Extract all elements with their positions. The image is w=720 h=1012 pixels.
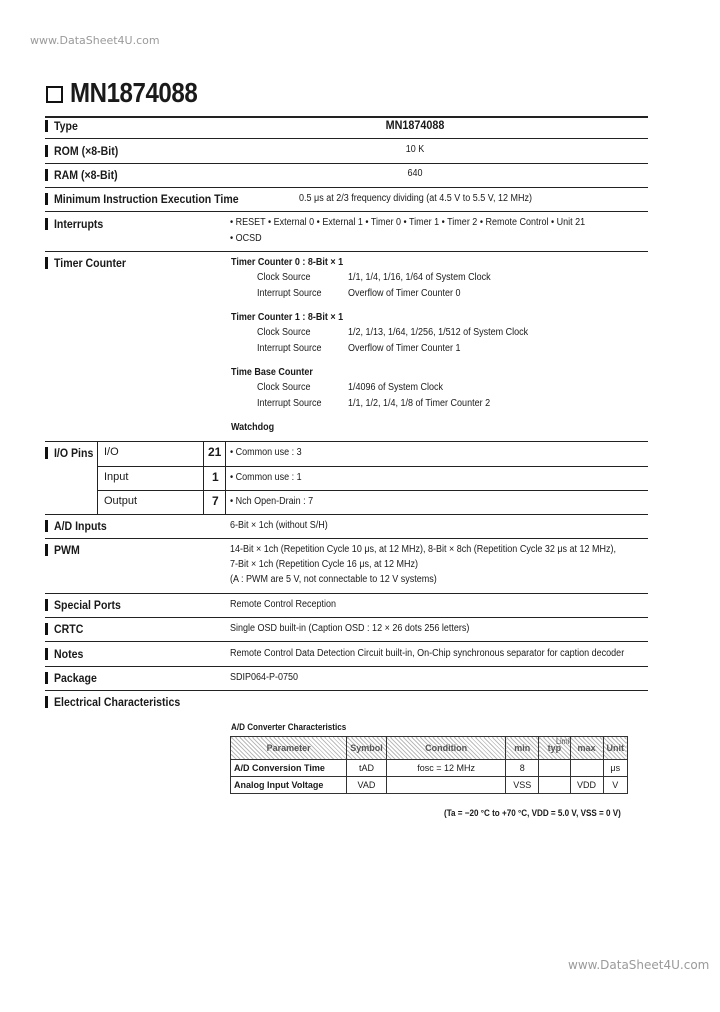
adc-param: A/D Conversion Time — [231, 760, 347, 777]
row-rule — [45, 211, 648, 212]
rom-label: ROM (×8-Bit) — [54, 144, 119, 158]
rom-value: 10 K — [405, 144, 425, 155]
elec-label: Electrical Characteristics — [54, 695, 181, 709]
title-rule — [45, 116, 648, 118]
section-marker — [45, 544, 48, 556]
tc0-interrupt-label: Interrupt Source — [257, 288, 322, 299]
tbc-clock-value: 1/4096 of System Clock — [348, 382, 444, 393]
tc1-interrupt-value: Overflow of Timer Counter 1 — [348, 343, 461, 354]
tbc-clock-label: Clock Source — [257, 382, 311, 393]
io-row-desc: • Nch Open-Drain : 7 — [230, 496, 314, 507]
section-marker — [45, 672, 48, 684]
section-marker — [45, 193, 48, 205]
adc-header-cell: Parameter — [231, 737, 347, 760]
adc-max: VDD — [570, 777, 603, 794]
timer-label: Timer Counter — [54, 256, 126, 270]
type-label: Type — [54, 119, 78, 133]
tbc-interrupt-value: 1/1, 1/2, 1/4, 1/8 of Timer Counter 2 — [348, 398, 491, 409]
ram-value: 640 — [407, 168, 423, 179]
row-rule — [45, 690, 648, 691]
interrupts-label: Interrupts — [54, 217, 104, 231]
row-rule — [45, 617, 648, 618]
adc-header-cell: min — [506, 737, 539, 760]
io-col-divider — [97, 441, 98, 515]
adc-condition: fosc = 12 MHz — [386, 760, 506, 777]
watermark-bottom: www.DataSheet4U.com — [568, 958, 710, 972]
section-marker — [45, 696, 48, 708]
type-value: MN1874088 — [385, 118, 445, 132]
adc-header-cell: Symbol — [347, 737, 387, 760]
io-row-count: 21 — [208, 445, 222, 459]
adc-condition — [386, 777, 506, 794]
tc0-clock-value: 1/1, 1/4, 1/16, 1/64 of System Clock — [348, 272, 491, 283]
adc-typ — [539, 760, 571, 777]
package-value: SDIP064-P-0750 — [230, 672, 299, 683]
row-rule — [45, 666, 648, 667]
section-marker — [45, 520, 48, 532]
special-label: Special Ports — [54, 598, 121, 612]
tc1-clock-value: 1/2, 1/13, 1/64, 1/256, 1/512 of System Clock — [348, 327, 529, 338]
adc-symbol: tAD — [347, 760, 387, 777]
io-row-count: 7 — [212, 494, 219, 508]
tbc-heading: Time Base Counter — [231, 367, 313, 378]
adc-footnote: (Ta = −20 °C to +70 °C, VDD = 5.0 V, VSS = 0 V) — [444, 808, 621, 818]
io-row-rule — [97, 490, 648, 491]
io-col-divider — [225, 441, 226, 515]
interrupts-line2: • OCSD — [230, 233, 262, 244]
section-marker — [45, 599, 48, 611]
adc-limit-header: Limit — [556, 737, 572, 746]
crtc-value: Single OSD built-in (Caption OSD : 12 × 26 dots 256 letters) — [230, 623, 470, 634]
table-row — [231, 777, 628, 794]
row-rule — [45, 163, 648, 164]
tc0-heading: Timer Counter 0 : 8-Bit × 1 — [231, 257, 344, 268]
tbc-interrupt-label: Interrupt Source — [257, 398, 322, 409]
adc-header-cell: Unit — [603, 737, 628, 760]
ad-value: 6-Bit × 1ch (without S/H) — [230, 520, 328, 531]
min-exec-value: 0.5 μs at 2/3 frequency dividing (at 4.5 V to 5.5 V, 12 MHz) — [299, 193, 532, 204]
table-row — [231, 760, 628, 777]
row-rule — [45, 514, 648, 515]
adc-min: 8 — [506, 760, 539, 777]
io-row-name: Output — [104, 495, 138, 507]
io-row-name: Input — [104, 471, 129, 483]
io-row-name: I/O — [104, 446, 119, 458]
min-exec-label: Minimum Instruction Execution Time — [54, 192, 239, 206]
title-checkbox-icon — [46, 86, 63, 103]
row-rule — [45, 138, 648, 139]
ram-label: RAM (×8-Bit) — [54, 168, 118, 182]
pwm-line3: (A : PWM are 5 V, not connectable to 12 V systems) — [230, 574, 437, 585]
pwm-line1: 14-Bit × 1ch (Repetition Cycle 10 μs, at 12 MHz), 8-Bit × 8ch (Repetition Cycle 32 μs at 12 MHz), — [230, 544, 617, 555]
io-row-rule — [97, 466, 648, 467]
io-label: I/O Pins — [54, 446, 94, 460]
row-rule — [45, 538, 648, 539]
section-marker — [45, 169, 48, 181]
io-row-desc: • Common use : 1 — [230, 472, 302, 483]
tc0-interrupt-value: Overflow of Timer Counter 0 — [348, 288, 461, 299]
adc-header-cell: max — [570, 737, 603, 760]
row-rule — [45, 441, 648, 442]
pwm-label: PWM — [54, 543, 80, 557]
page-title: MN1874088 — [70, 77, 198, 108]
section-marker — [45, 120, 48, 132]
pwm-line2: 7-Bit × 1ch (Repetition Cycle 16 μs, at 12 MHz) — [230, 559, 419, 570]
tc1-heading: Timer Counter 1 : 8-Bit × 1 — [231, 312, 344, 323]
adc-caption: A/D Converter Characteristics — [231, 722, 347, 732]
special-value: Remote Control Reception — [230, 599, 337, 610]
adc-symbol: VAD — [347, 777, 387, 794]
adc-header-cell: typ — [539, 737, 571, 760]
adc-min: VSS — [506, 777, 539, 794]
adc-header-cell: Condition — [386, 737, 506, 760]
adc-param: Analog Input Voltage — [231, 777, 347, 794]
tc0-clock-label: Clock Source — [257, 272, 311, 283]
ad-label: A/D Inputs — [54, 519, 107, 533]
section-marker — [45, 623, 48, 635]
io-col-divider — [203, 441, 204, 515]
package-label: Package — [54, 671, 97, 685]
row-rule — [45, 593, 648, 594]
section-marker — [45, 648, 48, 660]
interrupts-line1: • RESET • External 0 • External 1 • Timer 0 • Timer 1 • Timer 2 • Remote Control • Unit 21 — [230, 217, 586, 228]
row-rule — [45, 251, 648, 252]
row-rule — [45, 187, 648, 188]
section-marker — [45, 145, 48, 157]
adc-typ — [539, 777, 571, 794]
adc-unit: μs — [603, 760, 628, 777]
section-marker — [45, 218, 48, 230]
watermark-top: www.DataSheet4U.com — [30, 34, 160, 47]
watchdog-label: Watchdog — [231, 422, 275, 433]
notes-value: Remote Control Data Detection Circuit built-in, On-Chip synchronous separator for caption decoder — [230, 648, 625, 659]
io-row-desc: • Common use : 3 — [230, 447, 302, 458]
adc-unit: V — [603, 777, 628, 794]
io-row-count: 1 — [212, 470, 219, 484]
tc1-interrupt-label: Interrupt Source — [257, 343, 322, 354]
row-rule — [45, 641, 648, 642]
section-marker — [45, 447, 48, 459]
crtc-label: CRTC — [54, 622, 84, 636]
section-marker — [45, 257, 48, 269]
notes-label: Notes — [54, 647, 84, 661]
tc1-clock-label: Clock Source — [257, 327, 311, 338]
adc-max — [570, 760, 603, 777]
